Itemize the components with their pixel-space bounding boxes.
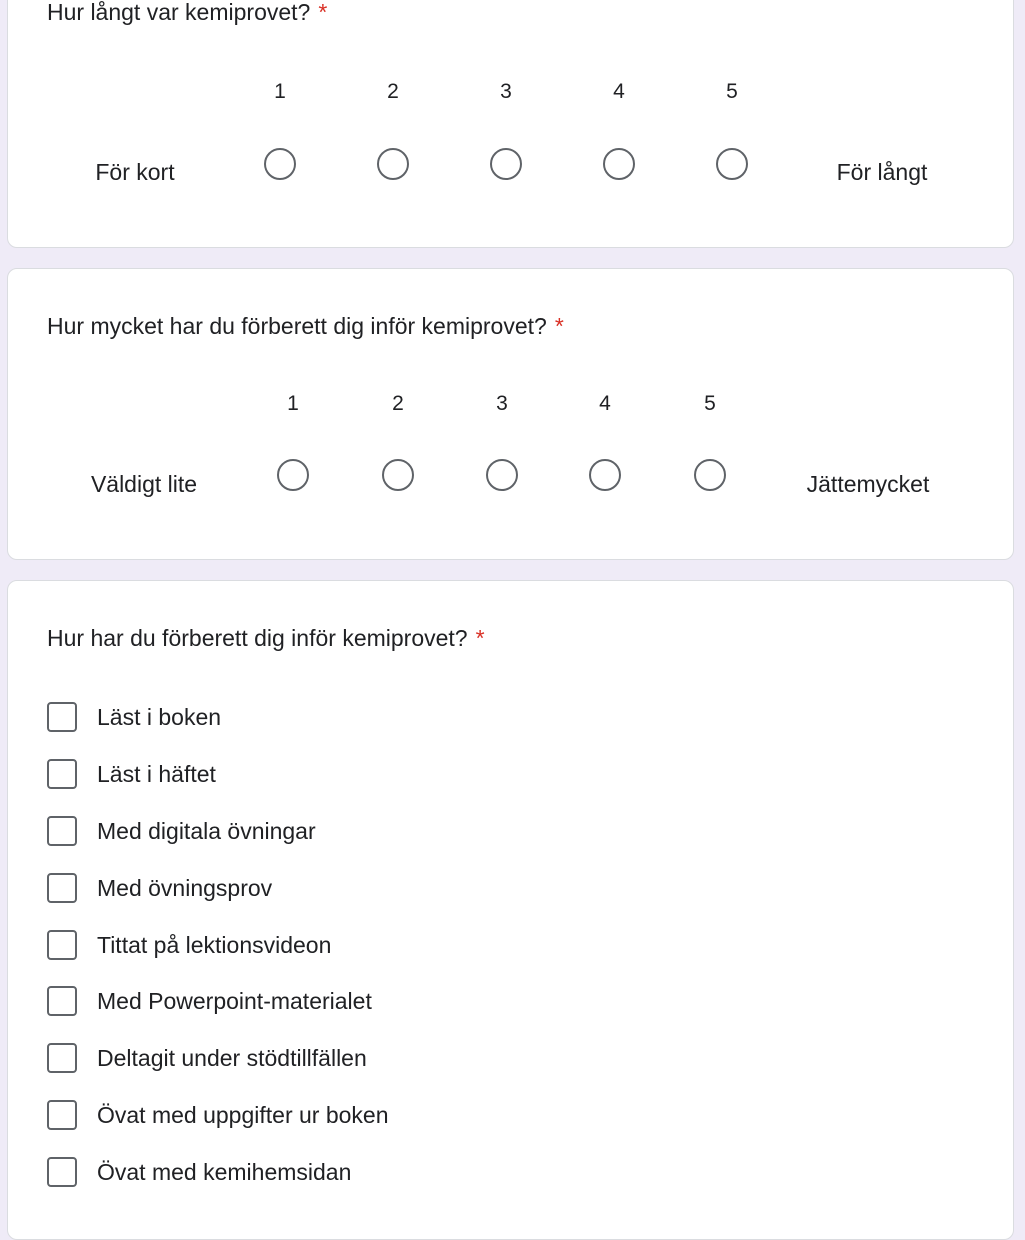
scale-number-4: 4: [613, 80, 625, 103]
question-title: [47, 311, 564, 341]
scale-number-4: 4: [599, 392, 611, 415]
checkbox-option[interactable]: [47, 916, 389, 973]
checkbox[interactable]: [47, 759, 77, 789]
checkbox-label: Tittat på lektionsvideon: [97, 931, 332, 958]
checkbox[interactable]: [47, 1100, 77, 1130]
radio-option-5[interactable]: [716, 148, 748, 180]
checkbox-option[interactable]: [47, 746, 389, 803]
scale-number-2: 2: [392, 392, 404, 415]
radio-option-3[interactable]: [490, 148, 522, 180]
question-card-preparation-methods: [7, 580, 1014, 1240]
checkbox[interactable]: [47, 702, 77, 732]
checkbox[interactable]: [47, 1157, 77, 1187]
scale-number-1: 1: [287, 392, 299, 415]
checkbox-option[interactable]: [47, 1030, 389, 1087]
checkbox[interactable]: [47, 930, 77, 960]
scale-number-3: 3: [500, 80, 512, 103]
checkbox-label: Läst i häftet: [97, 761, 216, 788]
checkbox-option[interactable]: [47, 1087, 389, 1144]
checkbox-option[interactable]: [47, 803, 389, 860]
radio-option-2[interactable]: [377, 148, 409, 180]
checkbox-label: Med övningsprov: [97, 874, 273, 901]
radio-option-5[interactable]: [694, 459, 726, 491]
checkbox-option[interactable]: [47, 859, 389, 916]
scale-min-label: Väldigt lite: [90, 471, 198, 497]
radio-option-1[interactable]: [277, 459, 309, 491]
checkbox-label: Läst i boken: [97, 704, 222, 731]
question-title: [47, 623, 485, 653]
checkbox[interactable]: [47, 873, 77, 903]
checkbox-label: Övat med uppgifter ur boken: [97, 1101, 389, 1128]
scale-number-5: 5: [704, 392, 716, 415]
scale-max-label: För långt: [836, 159, 928, 185]
scale-number-2: 2: [387, 80, 399, 103]
checkbox-option[interactable]: [47, 973, 389, 1030]
scale-number-1: 1: [274, 80, 286, 103]
question-title: [47, 0, 327, 27]
radio-option-2[interactable]: [382, 459, 414, 491]
checkbox-label: Övat med kemihemsidan: [97, 1158, 352, 1185]
scale-number-3: 3: [496, 392, 508, 415]
scale-min-label: För kort: [95, 159, 175, 185]
required-asterisk: *: [475, 625, 485, 651]
question-text: Hur långt var kemiprovet?: [47, 0, 311, 25]
scale-number-5: 5: [726, 80, 738, 103]
question-text: Hur har du förberett dig inför kemiprovet?: [47, 625, 468, 651]
scale-max-label: Jättemycket: [806, 471, 930, 497]
checkbox-list: [47, 689, 389, 1200]
checkbox-option[interactable]: [47, 1143, 389, 1200]
radio-option-4[interactable]: [589, 459, 621, 491]
checkbox[interactable]: [47, 816, 77, 846]
radio-option-1[interactable]: [264, 148, 296, 180]
checkbox-label: Deltagit under stödtillfällen: [97, 1045, 367, 1072]
checkbox-label: Med digitala övningar: [97, 817, 316, 844]
radio-option-3[interactable]: [486, 459, 518, 491]
checkbox-label: Med Powerpoint-materialet: [97, 988, 372, 1015]
checkbox[interactable]: [47, 986, 77, 1016]
required-asterisk: *: [318, 0, 328, 25]
checkbox[interactable]: [47, 1043, 77, 1073]
question-text: Hur mycket har du förberett dig inför kemiprovet?: [47, 313, 547, 339]
radio-option-4[interactable]: [603, 148, 635, 180]
question-card-preparation-amount: [7, 268, 1014, 560]
question-card-length: [7, 0, 1014, 248]
checkbox-option[interactable]: [47, 689, 389, 746]
required-asterisk: *: [554, 313, 564, 339]
